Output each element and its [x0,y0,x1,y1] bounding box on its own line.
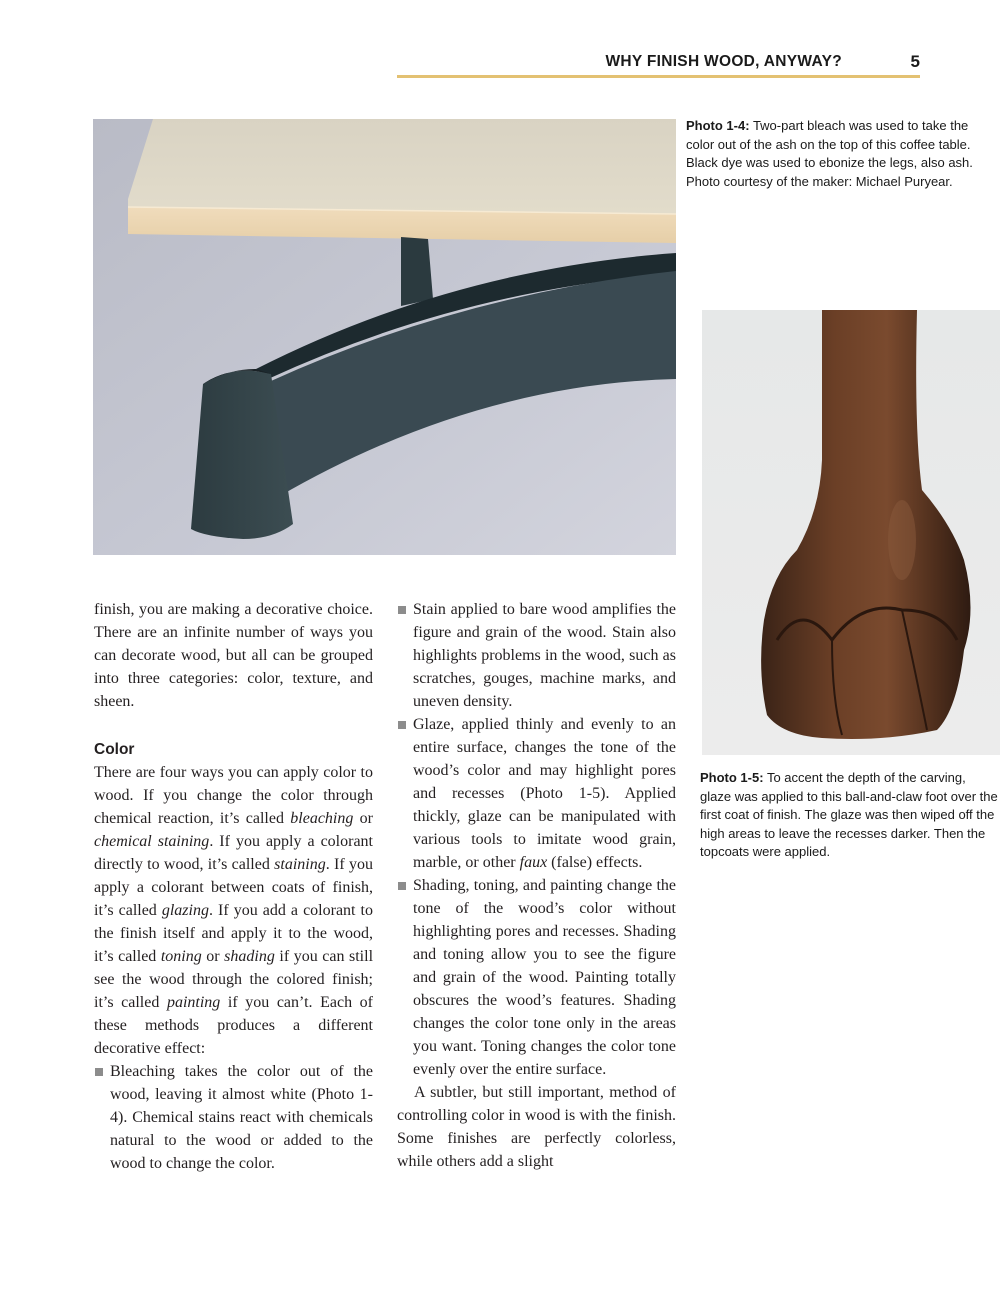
running-head [397,52,920,78]
caption-label: Photo 1-5: [700,770,764,785]
photo-coffee-table [93,119,676,555]
paragraph: finish, you are making a decorative choice. There are an infinite number of ways you can decorate wood, but all can be grouped into three categories: color, texture, and sheen. [94,601,373,710]
chapter-title: WHY FINISH WOOD, ANYWAY? [605,53,842,70]
caption-text: To accent the depth of the carving, glaze was applied to this ball-and-claw foot over the first coat of finish. The glaze was then wiped off the high areas to leave the recesses darker. Then the topcoats were applied. [700,770,998,859]
body-column-2 [397,598,676,1173]
paragraph: There are four ways you can apply color to wood. If you change the color through chemical reaction, it’s called bleaching or chemical staining. If you apply a colorant directly to wood, it’s called staining. If you apply a colorant between coats of finish, it’s called glazing. If you add a colorant to the finish itself and apply it to the wood, it’s called toning or shading if you can still see the wood through the colored finish; it’s called painting if you can’t. Each of these methods produces a different decorative effect: [94,764,374,1057]
section-heading-color: Color [94,741,135,758]
bullet-list [94,1060,373,1175]
body-column-1 [94,598,373,1175]
list-item: Bleaching takes the color out of the wood, leaving it almost white (Photo 1-4). Chemical stains react with chemicals natural to the wood or added to the wood to change the color. [94,1060,373,1175]
list-item: Shading, toning, and painting change the tone of the wood’s color without highlighting pores and recesses. Shading and toning allow you to see the figure and grain of the wood. Painting totally obscures the wood’s features. Shading changes the color tone only in the areas you want. Toning changes the color tone evenly over the entire surface. [397,874,676,1081]
header-rule [397,75,920,78]
caption-photo-1-5 [700,769,1000,862]
square-bullet-icon [95,1068,103,1076]
square-bullet-icon [398,606,406,614]
bullet-list [397,598,676,1081]
caption-label: Photo 1-4: [686,118,750,133]
list-item: Glaze, applied thinly and evenly to an entire surface, changes the tone of the wood’s color and may highlight pores and recesses (Photo 1-5). Applied thickly, glaze can be manipulated with various tools to imitate wood grain, marble, or other faux (false) effects. [397,713,676,874]
caption-text: Two-part bleach was used to take the color out of the ash on the top of this coffee table. Black dye was used to ebonize the legs, also ash. Photo courtesy of the maker: Michael Puryear. [686,118,973,189]
photo-ball-and-claw-foot [702,310,1000,755]
list-item: Stain applied to bare wood amplifies the figure and grain of the wood. Stain also highlights problems in the wood, such as scratches, gouges, machine marks, and uneven density. [397,598,676,713]
page-number: 5 [910,52,920,71]
square-bullet-icon [398,721,406,729]
paragraph: A subtler, but still important, method of controlling color in wood is with the finish. Some finishes are perfectly colorless, while others add a slight [397,1084,676,1170]
square-bullet-icon [398,882,406,890]
caption-photo-1-4 [686,117,986,191]
